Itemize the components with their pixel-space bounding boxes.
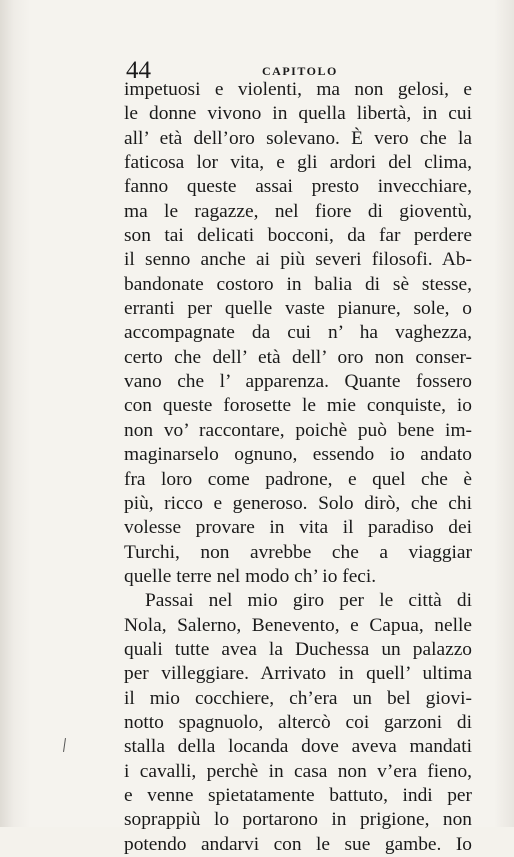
text-line: Turchi, non avrebbe che a viaggiar bbox=[124, 541, 472, 563]
text-line: fra loro come padrone, e quel che è bbox=[124, 468, 472, 490]
body-text bbox=[124, 78, 472, 857]
text-line: soprappiù lo portarono in prigione, non bbox=[124, 809, 472, 831]
text-line: i cavalli, perchè in casa non v’era fieno, bbox=[124, 760, 472, 782]
text-line: il senno anche ai più severi filosofi. Ab- bbox=[124, 249, 472, 271]
ink-speck bbox=[63, 738, 66, 752]
text-line: accompagnate da cui n’ ha vaghezza, bbox=[124, 322, 472, 344]
text-line: il mio cocchiere, ch’era un bel giovi- bbox=[124, 687, 472, 709]
running-title: CAPITOLO bbox=[262, 64, 338, 78]
text-line: certo che dell’ età dell’ oro non conser- bbox=[124, 346, 472, 368]
paragraph-end-line: quelle terre nel modo ch’ io feci. bbox=[124, 565, 377, 587]
text-line: ma le ragazze, nel fiore di gioventù, bbox=[124, 200, 472, 222]
text-line: non vo’ raccontare, poichè può bene im- bbox=[124, 419, 472, 441]
text-line: son tai delicati bocconi, da far perdere bbox=[124, 225, 472, 247]
text-line: con queste forosette le mie conquiste, io bbox=[124, 395, 472, 417]
text-line: all’ età dell’oro solevano. È vero che la bbox=[124, 127, 472, 149]
text-line: per villeggiare. Arrivato in quell’ ultima bbox=[124, 663, 472, 685]
paragraph-start-line: Passai nel mio giro per le città di bbox=[145, 590, 472, 612]
text-line: e venne spietatamente battuto, indi per bbox=[124, 784, 472, 806]
text-line: stalla della locanda dove aveva mandati bbox=[124, 736, 472, 758]
text-line: potendo andarvi con le sue gambe. Io bbox=[124, 833, 472, 855]
text-line: impetuosi e violenti, ma non gelosi, e bbox=[124, 79, 472, 100]
text-line: quali tutte avea la Duchessa un palazzo bbox=[124, 638, 472, 660]
text-line: vano che l’ apparenza. Quante fossero bbox=[124, 371, 472, 393]
page-number: 44 bbox=[126, 57, 151, 84]
text-line: Nola, Salerno, Benevento, e Capua, nelle bbox=[124, 614, 472, 636]
text-line: bandonate costoro in balia di sè stesse, bbox=[124, 273, 472, 295]
text-line: le donne vivono in quella libertà, in cui bbox=[124, 103, 472, 125]
text-line: faticosa lor vita, e gli ardori del clima, bbox=[124, 152, 472, 174]
text-line: erranti per quelle vaste pianure, sole, o bbox=[124, 298, 472, 320]
text-line: notto spagnuolo, altercò coi garzoni di bbox=[124, 711, 472, 733]
text-line: volesse provare in vita il paradiso dei bbox=[124, 517, 472, 539]
text-line: maginarselo ognuno, essendo io andato bbox=[124, 444, 472, 466]
text-line: fanno queste assai presto invecchiare, bbox=[124, 176, 472, 198]
text-line: più, ricco e generoso. Solo dirò, che chi bbox=[124, 492, 472, 514]
